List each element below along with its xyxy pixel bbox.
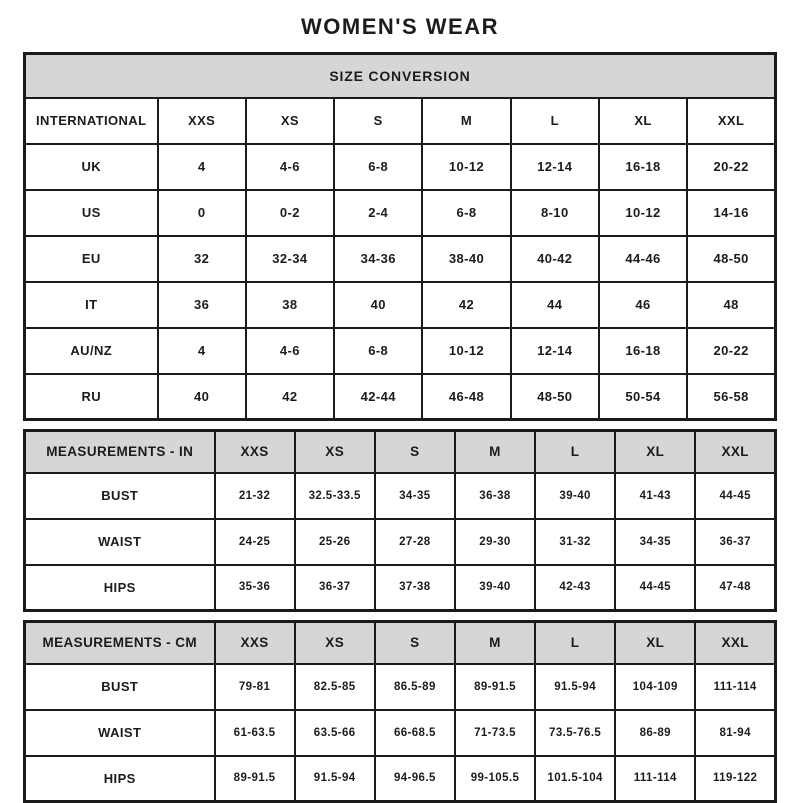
size-value-cell: 44-45: [615, 565, 695, 611]
size-value-cell: 111-114: [615, 756, 695, 802]
size-value-cell: 50-54: [599, 374, 687, 420]
size-value-cell: 10-12: [422, 144, 510, 190]
table-row: [25, 328, 776, 374]
size-value-cell: 36-37: [695, 519, 775, 565]
header-size-cell: XL: [599, 98, 687, 144]
table-row: [25, 664, 776, 710]
size-value-cell: 16-18: [599, 328, 687, 374]
size-value-cell: 36-38: [455, 473, 535, 519]
size-value-cell: 6-8: [422, 190, 510, 236]
header-label-cell: MEASUREMENTS - IN: [25, 431, 215, 473]
row-label: WAIST: [25, 519, 215, 565]
header-size-cell: XXL: [687, 98, 775, 144]
row-label: BUST: [25, 473, 215, 519]
size-value-cell: 79-81: [215, 664, 295, 710]
size-value-cell: 20-22: [687, 328, 775, 374]
row-label: HIPS: [25, 565, 215, 611]
header-size-cell: L: [535, 431, 615, 473]
size-value-cell: 82.5-85: [295, 664, 375, 710]
table-row: [25, 144, 776, 190]
size-value-cell: 37-38: [375, 565, 455, 611]
size-value-cell: 29-30: [455, 519, 535, 565]
size-value-cell: 111-114: [695, 664, 775, 710]
header-size-cell: XXS: [215, 431, 295, 473]
size-value-cell: 39-40: [455, 565, 535, 611]
size-value-cell: 91.5-94: [295, 756, 375, 802]
size-value-cell: 89-91.5: [215, 756, 295, 802]
size-value-cell: 12-14: [511, 144, 599, 190]
header-size-cell: L: [511, 98, 599, 144]
size-value-cell: 48-50: [687, 236, 775, 282]
size-value-cell: 42-44: [334, 374, 422, 420]
size-value-cell: 32-34: [246, 236, 334, 282]
size-value-cell: 32.5-33.5: [295, 473, 375, 519]
size-value-cell: 46-48: [422, 374, 510, 420]
size-value-cell: 6-8: [334, 328, 422, 374]
row-label: UK: [25, 144, 158, 190]
header-size-cell: M: [455, 431, 535, 473]
size-value-cell: 34-35: [375, 473, 455, 519]
table-row: [25, 565, 776, 611]
size-value-cell: 99-105.5: [455, 756, 535, 802]
size-value-cell: 4: [158, 144, 246, 190]
size-value-cell: 38-40: [422, 236, 510, 282]
table-title-row: [25, 54, 776, 98]
header-size-cell: L: [535, 622, 615, 664]
table-row: [25, 374, 776, 420]
header-size-cell: S: [375, 431, 455, 473]
size-value-cell: 35-36: [215, 565, 295, 611]
size-value-cell: 56-58: [687, 374, 775, 420]
row-label: BUST: [25, 664, 215, 710]
size-value-cell: 34-36: [334, 236, 422, 282]
header-size-cell: XS: [295, 622, 375, 664]
table-row: [25, 756, 776, 802]
size-value-cell: 48: [687, 282, 775, 328]
size-value-cell: 44-46: [599, 236, 687, 282]
page-title: WOMEN'S WEAR: [301, 14, 499, 39]
size-value-cell: 86.5-89: [375, 664, 455, 710]
row-label: AU/NZ: [25, 328, 158, 374]
row-label: EU: [25, 236, 158, 282]
size-value-cell: 46: [599, 282, 687, 328]
size-value-cell: 42: [422, 282, 510, 328]
header-size-cell: S: [334, 98, 422, 144]
size-value-cell: 36: [158, 282, 246, 328]
size-value-cell: 2-4: [334, 190, 422, 236]
size-value-cell: 71-73.5: [455, 710, 535, 756]
size-value-cell: 40: [334, 282, 422, 328]
size-value-cell: 81-94: [695, 710, 775, 756]
size-value-cell: 42: [246, 374, 334, 420]
size-value-cell: 21-32: [215, 473, 295, 519]
header-size-cell: S: [375, 622, 455, 664]
size-value-cell: 8-10: [511, 190, 599, 236]
size-conversion-table: [23, 52, 777, 421]
header-label-cell: INTERNATIONAL: [25, 98, 158, 144]
size-value-cell: 61-63.5: [215, 710, 295, 756]
size-value-cell: 91.5-94: [535, 664, 615, 710]
size-value-cell: 4-6: [246, 328, 334, 374]
row-label: US: [25, 190, 158, 236]
size-value-cell: 27-28: [375, 519, 455, 565]
size-value-cell: 42-43: [535, 565, 615, 611]
table-row: [25, 473, 776, 519]
table-row: [25, 236, 776, 282]
size-value-cell: 10-12: [422, 328, 510, 374]
size-value-cell: 47-48: [695, 565, 775, 611]
header-size-cell: XXS: [158, 98, 246, 144]
row-label: HIPS: [25, 756, 215, 802]
size-value-cell: 44-45: [695, 473, 775, 519]
header-size-cell: XXS: [215, 622, 295, 664]
header-size-cell: XS: [295, 431, 375, 473]
table-row: [25, 190, 776, 236]
size-value-cell: 73.5-76.5: [535, 710, 615, 756]
table-header-row: [25, 98, 776, 144]
row-label: RU: [25, 374, 158, 420]
header-size-cell: XS: [246, 98, 334, 144]
size-value-cell: 40-42: [511, 236, 599, 282]
size-value-cell: 31-32: [535, 519, 615, 565]
size-value-cell: 39-40: [535, 473, 615, 519]
row-label: WAIST: [25, 710, 215, 756]
size-value-cell: 6-8: [334, 144, 422, 190]
size-value-cell: 48-50: [511, 374, 599, 420]
header-size-cell: XXL: [695, 622, 775, 664]
size-value-cell: 20-22: [687, 144, 775, 190]
size-value-cell: 10-12: [599, 190, 687, 236]
size-value-cell: 66-68.5: [375, 710, 455, 756]
size-value-cell: 25-26: [295, 519, 375, 565]
size-value-cell: 89-91.5: [455, 664, 535, 710]
header-size-cell: M: [422, 98, 510, 144]
header-size-cell: XL: [615, 622, 695, 664]
table-row: [25, 282, 776, 328]
size-value-cell: 104-109: [615, 664, 695, 710]
header-size-cell: XL: [615, 431, 695, 473]
size-value-cell: 44: [511, 282, 599, 328]
table-title-band: SIZE CONVERSION: [25, 54, 776, 98]
table-header-row: [25, 622, 776, 664]
size-value-cell: 119-122: [695, 756, 775, 802]
size-value-cell: 0: [158, 190, 246, 236]
header-label-cell: MEASUREMENTS - CM: [25, 622, 215, 664]
table-row: [25, 519, 776, 565]
header-size-cell: M: [455, 622, 535, 664]
size-value-cell: 24-25: [215, 519, 295, 565]
size-value-cell: 38: [246, 282, 334, 328]
size-value-cell: 16-18: [599, 144, 687, 190]
table-row: [25, 710, 776, 756]
measurements-cm-table: [23, 620, 777, 803]
size-value-cell: 34-35: [615, 519, 695, 565]
size-value-cell: 32: [158, 236, 246, 282]
size-value-cell: 36-37: [295, 565, 375, 611]
size-value-cell: 14-16: [687, 190, 775, 236]
size-value-cell: 101.5-104: [535, 756, 615, 802]
size-value-cell: 63.5-66: [295, 710, 375, 756]
size-value-cell: 94-96.5: [375, 756, 455, 802]
size-value-cell: 0-2: [246, 190, 334, 236]
measurements-in-table: [23, 429, 777, 612]
size-value-cell: 4-6: [246, 144, 334, 190]
size-value-cell: 12-14: [511, 328, 599, 374]
row-label: IT: [25, 282, 158, 328]
size-value-cell: 40: [158, 374, 246, 420]
size-value-cell: 4: [158, 328, 246, 374]
size-value-cell: 86-89: [615, 710, 695, 756]
table-header-row: [25, 431, 776, 473]
header-size-cell: XXL: [695, 431, 775, 473]
size-value-cell: 41-43: [615, 473, 695, 519]
